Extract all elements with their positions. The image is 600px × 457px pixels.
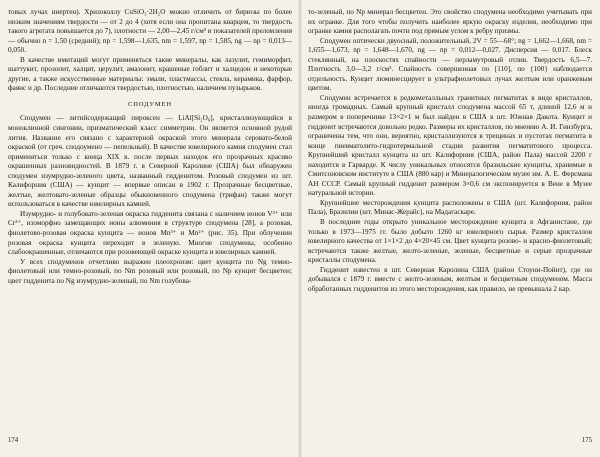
page-number-left: 174 (8, 437, 19, 445)
page-number-right: 175 (581, 437, 592, 445)
right-page (308, 8, 592, 448)
left-paragraph: товых лучах инертен). Хризоколлу CuSiO₃·2H₂O можно отличить от бирюзы по более низким значениям твердости — от 2 до 4 (хотя если она пропитана кварцем, то твердость такого агрегата повышается до 7), плотности — 2,00—2,45 г/см³ и показателей преломления — обычно n = 1,50 (средний); nр = 1,598—1,635, nm = 1,597, np = 1,585, ng — np = 0,013—0,050. (8, 8, 292, 55)
right-paragraph: то-зеленый, по Nр минерал бесцветен. Это свойство сподумена необходимо учитывать при их огранке. Для того чтобы получить наиболее яркую окраску изделия, необходимо при огранке камня располагать почти под прямым углом к ребру призмы. (308, 8, 592, 36)
right-paragraph: Сподумен встречается в редкометалльных гранитных пегматитах в виде кристаллов, иногда громадных. Самый крупный кристалл сподумена массой 65 т, длиной 12,6 м и размером в поперечнике 13×2×1 м был найден в США в шт. Южная Дакота. Кунцит и гидденит встречаются довольно редко. Размеры их кристаллов, по мнению А. И. Гинзбурга, ограничены тем, что они, вероятно, кристаллизуются в трещинах и пустотах пегматита в конце пневматолито-гидротермальной стадии развития пегматитового процесса. Крупнейший кристалл кунцита из шт. Калифорния (США, район Пала) массой 2200 г находится в Гарварде. К числу уникальных относятся бразильские кунциты, хранимые в Смитсоновском институте в США (880 кар) и Минералогическом музее им. А. Е. Ферсмана АН СССР. Самый крупный гидденит размером 3×0,6 см экспонируется в Вене в Музее натуральной истории. (308, 93, 592, 198)
right-paragraph: Сподумен оптически двуосный, положительный, 2V = 55—68°; ng = 1,662—1,668, nm = 1,655—1,673, np = 1,648—1,670, ng — np = 0,012—0,027. Дисперсия — 0,017. Блеск стеклянный, на плоскостях спайности — перламутровый отлив. Твердость 6,5—7. Плотность 3,0—3,2 г/см³. Спайность совершенная по [110], по {100} наблюдается отдельность. Кунцит люминесцирует в ультрафиолетовых лучах желтым или оранжевым цветом. (308, 36, 592, 93)
right-paragraph: В последние годы открыто уникальное месторождение кунцита в Афганистане, где только в 1973—1975 гг. было добыто 1260 кг ювелирного сырья. Размер кристаллов ювелирного качества от 1×1×2 до 4×20×45 см. Цвет кунцита розово- и красно-фиолетовый; встречаются также желтые, желто-зеленые, зеленые, бесцветные и серые прозрачные кристаллы сподумена. (308, 218, 592, 265)
left-paragraph: У всех сподуменов отчетливо выражен плеохроизм: цвет кунцита по Ng темно-фиолетовый или темно-розовый, по Nm розовый или розовый, по Np кунцит бесцветен; цвет гидденита по Ng изумрудно-зеленый, по Nm голубова- (8, 257, 292, 285)
left-paragraph: Изумрудно- и голубовато-зеленая окраска гидденита связана с наличием ионов V³⁺ или Cr³⁺, изоморфно замещающих ионы алюминия в структуре сподумена [28], а розовая, фиолетово-розовая окраска кунцита — ионов Mn³⁺ и Mn²⁺ (рис. 35). При облучении розовая окраска кунцита переходит в зеленую. Многие сподумены, особенно слабоокрашенные, отличаются при розовеющей окраске кунцита и ювелирных камней. (8, 209, 292, 257)
left-paragraph: Сподумен — литийсодержащий пироксен — LiAl[Si₂O₆], кристаллизующийся в моноклинной сингонии, призматический класс симметрии. Он является основной рудой лития. Название его связано с характерной окраской этого минерала серовато-белой окраской (от греч. сподоумено — пепельный). В качестве ювелирного камня сподумен стал применяться только с конца XIX в. после первых находок его прозрачных красиво окрашенных разновидностей. В 1879 г. в Северной Каролине (США) был обнаружен сподумен изумрудно-зеленого цвета, названный гидденитом. Розовый сподумен из шт. Калифорния (США) — кунцит — впервые описан в 1902 г. Прозрачные бесцветные, желтые, желтовато-зеленые образцы обыкновенного сподумена (трифан) также могут использоваться в качестве ювелирных камней. (8, 114, 292, 209)
left-paragraph: В качестве имитаций могут применяться такие минералы, как лазулит, гемиморфит, шаттукит, прозопит, халцит, церулит, амазонит, крашеные гоблит и халцедон и некоторые другие, а также искусственные материалы: эмали, пластмассы, стекла, керамика, фарфор, фаянс и др. Последние отличаются твердостью, плотностью, наличием пузырьков. (8, 55, 292, 93)
left-page (8, 8, 292, 448)
right-paragraph: Крупнейшие месторождения кунцита расположены в США (шт. Калифорния, район Пала), Бразилии (шт. Минас-Жерайс), на Мадагаскаре. (308, 198, 592, 217)
section-heading: СПОДУМЕН (128, 100, 172, 108)
book-gutter (298, 0, 302, 457)
right-paragraph: Гидденит известен в шт. Северная Каролина США (район Стоуни-Пойнт), где он добывался с 1879 г. вместе с желто-зеленым, желтым и бесцветным сподуменом. Масса обработанных гидденитов из этого месторождения, как правило, не превышала 2 кар. (308, 265, 592, 293)
